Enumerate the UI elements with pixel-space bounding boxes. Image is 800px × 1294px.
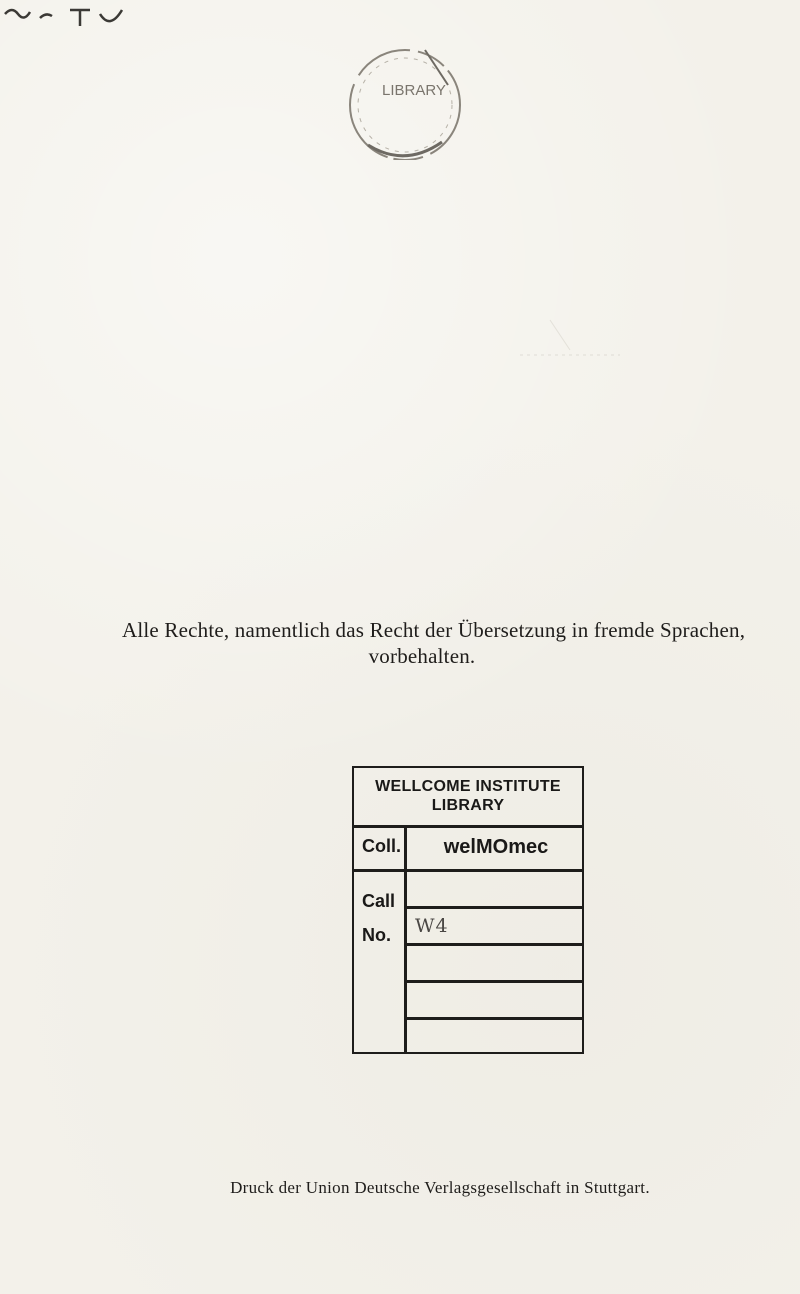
coll-label: Coll. <box>362 836 401 856</box>
printer-imprint: Druck der Union Deutsche Verlagsgesellschaft in Stuttgart. <box>230 1178 650 1197</box>
call-number-label <box>362 884 395 952</box>
rights-notice <box>122 617 746 669</box>
coll-value: welMOmec <box>443 836 549 858</box>
call-row <box>407 1020 582 1054</box>
library-stamp <box>330 10 480 160</box>
call-label-line2: No. <box>362 925 391 945</box>
library-card-stamp <box>352 766 584 1054</box>
call-number-rows <box>407 872 582 1054</box>
call-row-value: W4 <box>415 915 449 937</box>
card-header-line1: WELLCOME INSTITUTE <box>375 778 561 795</box>
card-header-line2: LIBRARY <box>431 797 505 814</box>
call-row <box>407 872 582 909</box>
rights-notice-line1: Alle Rechte, namentlich das Recht der Übersetzung in fremde Sprachen, <box>122 618 746 642</box>
card-header <box>354 768 582 828</box>
call-row <box>407 946 582 983</box>
rights-notice-line2: vorbehalten. <box>368 644 476 668</box>
coll-row <box>354 828 582 872</box>
call-label-line1: Call <box>362 891 396 911</box>
stamp-library-text: LIBRARY <box>382 82 446 99</box>
show-through-marks <box>510 300 630 360</box>
corner-marks <box>0 0 150 40</box>
call-row <box>407 909 582 946</box>
call-row <box>407 983 582 1020</box>
